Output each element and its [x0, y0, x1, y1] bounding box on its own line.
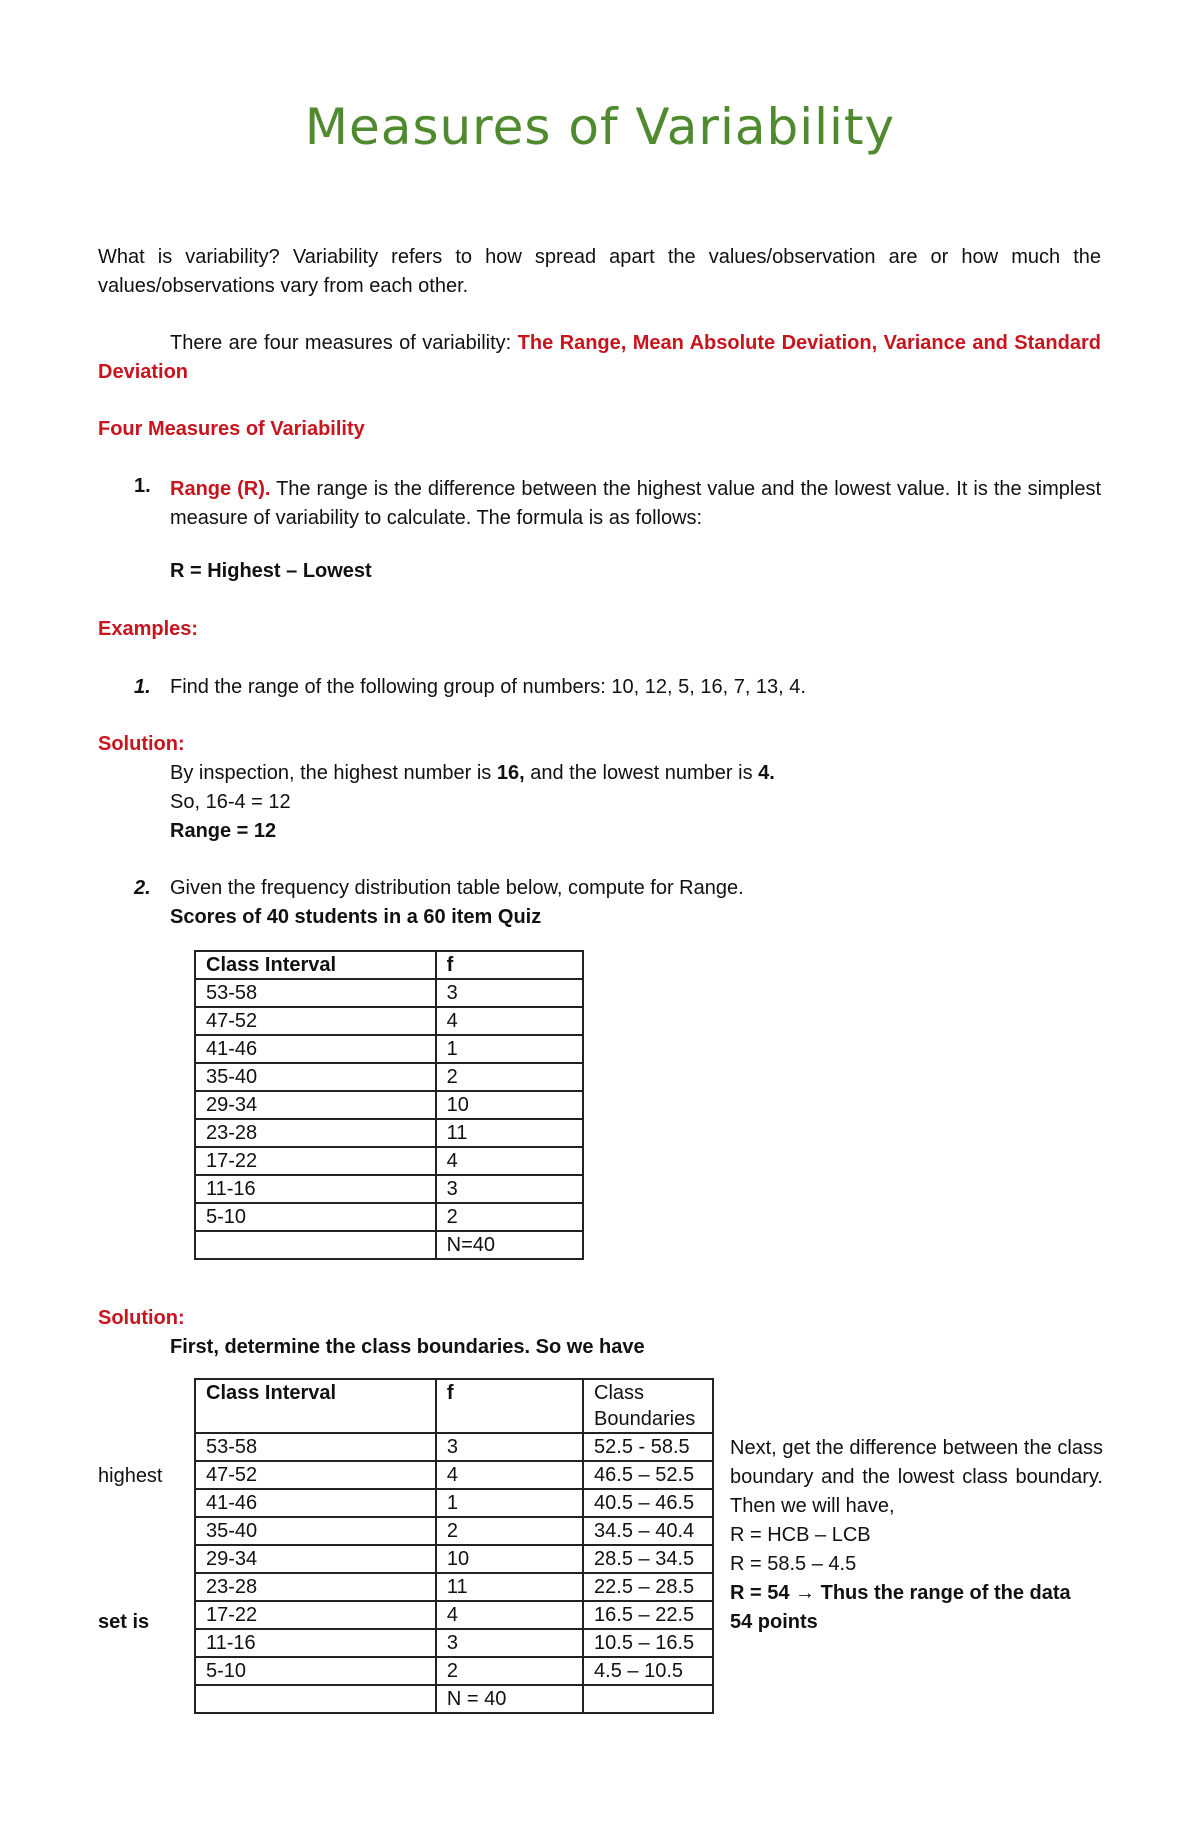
table-cell: 22.5 – 28.5	[583, 1573, 713, 1601]
table-cell: 41-46	[195, 1489, 436, 1517]
table-cell: 23-28	[195, 1573, 436, 1601]
range-description: The range is the difference between the highest value and the lowest value. It is the simplest measure of variability to calculate. The formula is as follows:	[170, 478, 1102, 529]
note-line3	[730, 1579, 1103, 1608]
four-measures-lead: There are four measures of variability:	[170, 332, 518, 354]
table-row	[195, 1119, 583, 1147]
table-cell: 16.5 – 22.5	[583, 1601, 713, 1629]
table-cell: 3	[436, 1175, 583, 1203]
table-row	[195, 1231, 583, 1259]
table-cell: 11-16	[195, 1175, 436, 1203]
table-cell: 11	[436, 1573, 583, 1601]
table-cell: 5-10	[195, 1203, 436, 1231]
table-row	[195, 1517, 713, 1545]
table-row	[195, 1091, 583, 1119]
table-cell: 5-10	[195, 1657, 436, 1685]
table-row	[195, 1035, 583, 1063]
example2-text: Given the frequency distribution table below, compute for Range.	[170, 877, 744, 899]
table-cell: 10.5 – 16.5	[583, 1629, 713, 1657]
table-cell: 23-28	[195, 1119, 436, 1147]
example2-caption: Scores of 40 students in a 60 item Quiz	[170, 906, 542, 928]
t2-header-cell: Class Interval	[195, 1379, 436, 1433]
page-title: Measures of Variability	[304, 98, 896, 156]
table-row	[195, 1007, 583, 1035]
note-line2: R = 58.5 – 4.5	[730, 1553, 857, 1575]
solution2-intro: First, determine the class boundaries. So we have	[170, 1336, 645, 1358]
range-item-number: 1.	[134, 475, 151, 497]
t2-header-cell: f	[436, 1379, 583, 1433]
table-cell: 4	[436, 1147, 583, 1175]
table-cell: N=40	[436, 1231, 583, 1259]
table-cell: 52.5 - 58.5	[583, 1433, 713, 1461]
table-cell: 17-22	[195, 1601, 436, 1629]
table-cell	[195, 1685, 436, 1713]
table-cell: 34.5 – 40.4	[583, 1517, 713, 1545]
table-row	[195, 1545, 713, 1573]
table-cell: 11-16	[195, 1629, 436, 1657]
table-cell: 28.5 – 34.5	[583, 1545, 713, 1573]
table-cell: 17-22	[195, 1147, 436, 1175]
intro-paragraph: What is variability? Variability refers to how spread apart the values/observation are or how much the values/observations vary from each other.	[98, 246, 1101, 297]
table-cell: 40.5 – 46.5	[583, 1489, 713, 1517]
example1-number: 1.	[134, 676, 151, 698]
solution2-heading: Solution:	[98, 1307, 185, 1329]
examples-heading: Examples:	[98, 618, 199, 640]
table-cell: 4.5 – 10.5	[583, 1657, 713, 1685]
table-cell: 4	[436, 1007, 583, 1035]
table-cell: 3	[436, 979, 583, 1007]
table-cell: 10	[436, 1091, 583, 1119]
t1-header-row	[195, 951, 583, 979]
table-cell: 2	[436, 1203, 583, 1231]
t1-header-cell: f	[436, 951, 583, 979]
side-label-set-is: set is	[98, 1611, 150, 1633]
table-cell: 4	[436, 1601, 583, 1629]
section-heading: Four Measures of Variability	[98, 418, 365, 440]
note-line1: R = HCB – LCB	[730, 1524, 871, 1546]
table-cell: 47-52	[195, 1461, 436, 1489]
solution1-result: Range = 12	[170, 820, 277, 842]
table-row	[195, 1489, 713, 1517]
table-row	[195, 1601, 713, 1629]
table-row	[195, 1657, 713, 1685]
table-row	[195, 1433, 713, 1461]
table-cell: 11	[436, 1119, 583, 1147]
table-row	[195, 979, 583, 1007]
table-cell: 1	[436, 1489, 583, 1517]
side-label-highest: highest	[98, 1465, 163, 1487]
table-row	[195, 1203, 583, 1231]
range-explanation-note	[730, 1434, 1103, 1637]
note-range-result: R = 54	[730, 1582, 790, 1604]
note-conclusion: Thus the range of the data	[820, 1582, 1071, 1604]
table-cell: 2	[436, 1517, 583, 1545]
table-row	[195, 1629, 713, 1657]
table-cell: 53-58	[195, 979, 436, 1007]
example1-text: Find the range of the following group of numbers: 10, 12, 5, 16, 7, 13, 4.	[170, 676, 806, 698]
table-cell: 3	[436, 1433, 583, 1461]
note-line4: 54 points	[730, 1611, 818, 1633]
table-row	[195, 1175, 583, 1203]
table-cell: 29-34	[195, 1091, 436, 1119]
table-row	[195, 1685, 713, 1713]
arrow-right-icon: →	[795, 1582, 816, 1604]
table-cell: 4	[436, 1461, 583, 1489]
table-cell: 41-46	[195, 1035, 436, 1063]
table-cell	[195, 1231, 436, 1259]
solution1-text-a: By inspection, the highest number is	[170, 762, 497, 784]
table-cell	[583, 1685, 713, 1713]
solution1-line1	[170, 762, 775, 785]
range-item-text	[170, 475, 1101, 533]
t2-header-row	[195, 1379, 713, 1433]
t2-header-cell: Class Boundaries	[583, 1379, 713, 1433]
table-cell: 2	[436, 1063, 583, 1091]
range-term: Range (R).	[170, 478, 271, 500]
table-cell: 29-34	[195, 1545, 436, 1573]
table-cell: 10	[436, 1545, 583, 1573]
t1-header-cell: Class Interval	[195, 951, 436, 979]
example2-number: 2.	[134, 877, 151, 899]
table-row	[195, 1147, 583, 1175]
table-cell: 35-40	[195, 1517, 436, 1545]
range-formula: R = Highest – Lowest	[170, 560, 372, 582]
class-boundaries-table	[194, 1378, 714, 1714]
note-text: Next, get the difference between the class boundary and the lowest class boundary. Then we will have,	[730, 1437, 1103, 1517]
table-cell: 3	[436, 1629, 583, 1657]
table-cell: 46.5 – 52.5	[583, 1461, 713, 1489]
table-cell: N = 40	[436, 1685, 583, 1713]
solution1-heading: Solution:	[98, 733, 185, 755]
table-cell: 1	[436, 1035, 583, 1063]
solution1-highest-value: 16,	[496, 762, 525, 784]
table-cell: 53-58	[195, 1433, 436, 1461]
table-row	[195, 1063, 583, 1091]
frequency-table	[194, 950, 584, 1260]
table-cell: 47-52	[195, 1007, 436, 1035]
four-measures-list: The Range, Mean Absolute Deviation, Variance and Standard Deviation	[98, 332, 1101, 383]
table-row	[195, 1573, 713, 1601]
solution1-text-c: and the lowest number is	[524, 762, 759, 784]
four-measures-paragraph	[98, 329, 1101, 387]
table-cell: 2	[436, 1657, 583, 1685]
solution1-lowest-value: 4.	[758, 762, 775, 784]
table-cell: 35-40	[195, 1063, 436, 1091]
solution1-line2: So, 16-4 = 12	[170, 791, 291, 813]
table-row	[195, 1461, 713, 1489]
